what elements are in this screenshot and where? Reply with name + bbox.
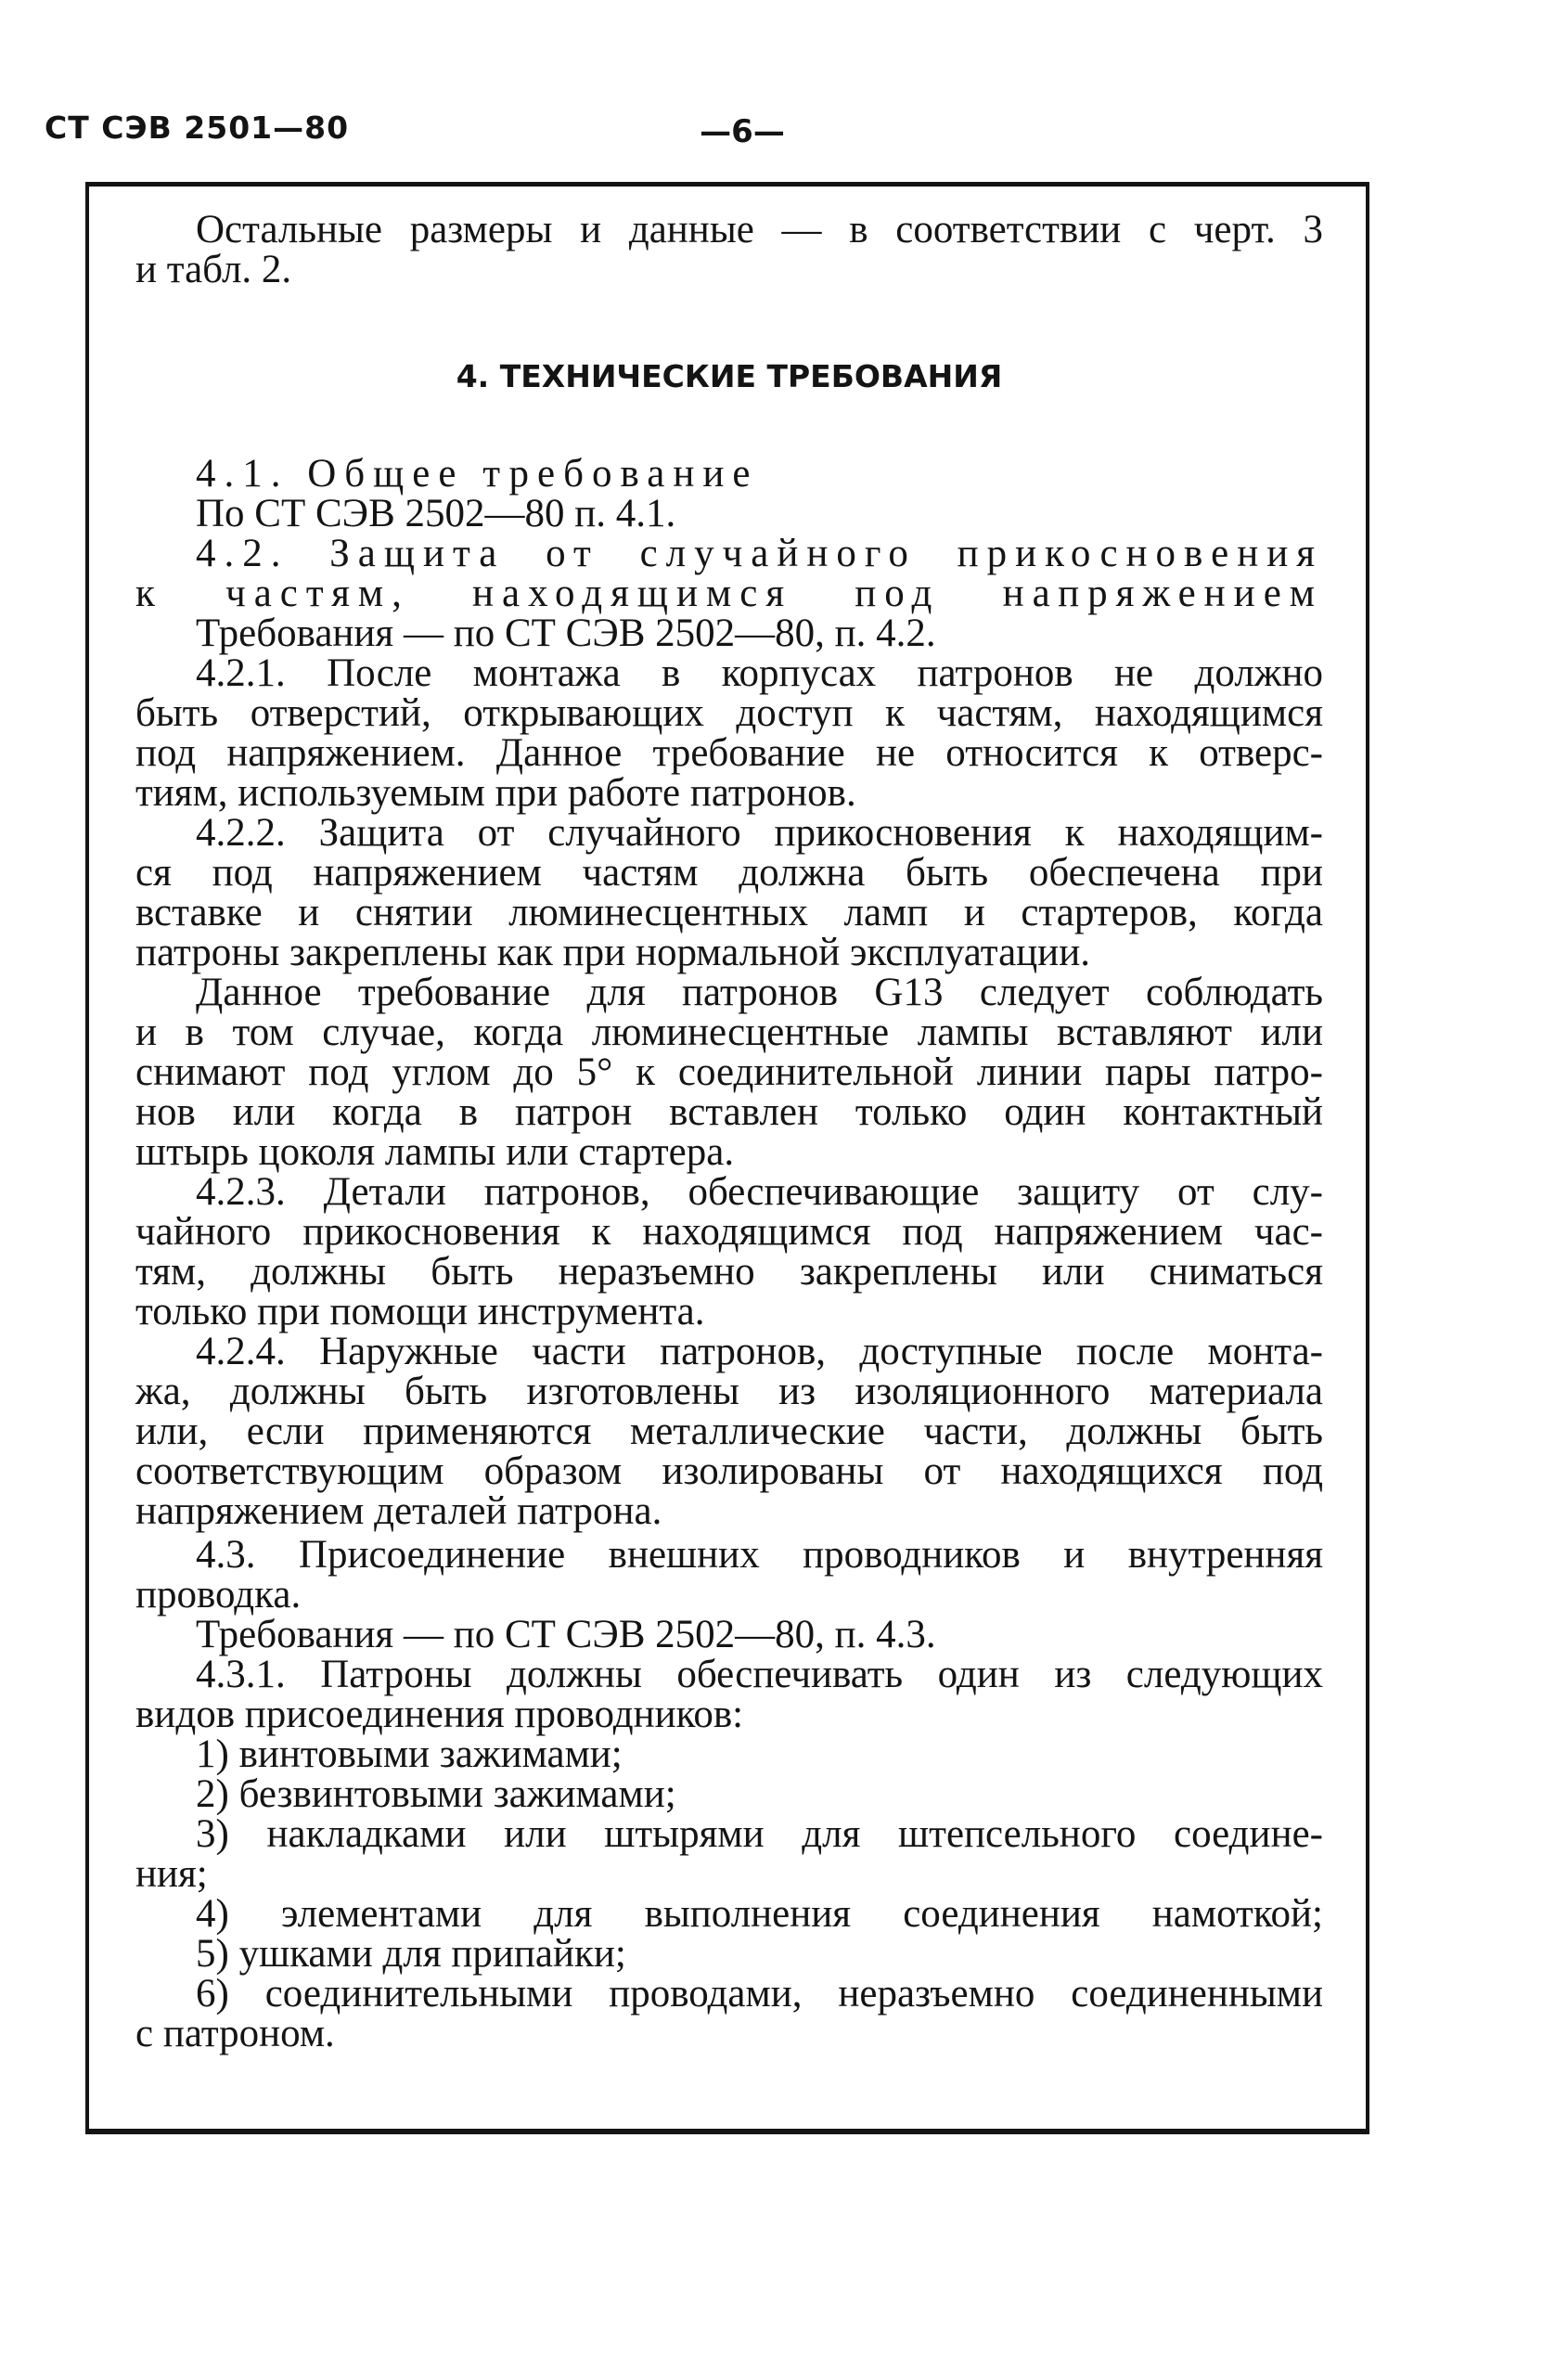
clause-4-2-1-line-2: быть отверстий, открывающих доступ к частям, находящимся	[135, 691, 1323, 735]
page-number: —6—	[700, 113, 785, 150]
clause-4-2-3-line-1: 4.2.3. Детали патронов, обеспечивающие защиту от слу-	[196, 1170, 1323, 1214]
clause-4-2-2-line-3: вставке и снятии люминесцентных ламп и стартеров, когда	[135, 891, 1323, 934]
clause-4-3-1-line-2: видов присоединения проводников:	[135, 1693, 744, 1736]
clause-4-2-text: Требования — по СТ СЭВ 2502—80, п. 4.2.	[196, 612, 936, 655]
clause-4-2-2-line-1: 4.2.2. Защита от случайного прикосновения к находящим-	[196, 811, 1323, 855]
clause-4-2-heading-2: к частям, находящимся под напряжением	[135, 572, 1323, 615]
list-item-6-line-1: 6) соединительными проводами, неразъемно соединенными	[196, 1972, 1323, 2016]
clause-4-3-text: Требования — по СТ СЭВ 2502—80, п. 4.3.	[196, 1613, 936, 1656]
clause-4-1-text: По СТ СЭВ 2502—80 п. 4.1.	[196, 492, 676, 535]
clause-4-2-2-line-6: и в том случае, когда люминесцентные лампы вставляют или	[135, 1011, 1323, 1054]
clause-4-2-1-line-3: под напряжением. Данное требование не относится к отверс-	[135, 731, 1323, 775]
clause-4-2-2-line-4: патроны закреплены как при нормальной эксплуатации.	[135, 931, 1090, 974]
clause-4-2-2-line-8: нов или когда в патрон вставлен только один контактный	[135, 1090, 1323, 1134]
clause-4-2-4-line-3: или, если применяются металлические части, должны быть	[135, 1410, 1323, 1453]
clause-4-2-2-line-2: ся под напряжением частям должна быть обеспечена при	[135, 851, 1323, 895]
clause-4-3-line-2: проводка.	[135, 1573, 302, 1616]
intro-line-1: Остальные размеры и данные — в соответствии с черт. 3	[196, 208, 1323, 251]
list-item-3-line-1: 3) накладками или штырями для штепсельного соедине-	[196, 1812, 1323, 1856]
clause-4-2-heading-1: 4.2. Защита от случайного прикосновения	[196, 532, 1323, 575]
list-item-4: 4) элементами для выполнения соединения намоткой;	[196, 1892, 1323, 1936]
intro-line-2: и табл. 2.	[135, 248, 292, 291]
document-body	[135, 210, 1323, 2054]
list-item-1: 1) винтовыми зажимами;	[196, 1732, 623, 1776]
clause-4-2-4-line-5: напряжением деталей патрона.	[135, 1489, 662, 1533]
clause-4-2-2-line-7: снимают под углом до 5° к соединительной линии пары патро-	[135, 1050, 1323, 1094]
document-code: СТ СЭВ 2501—80	[45, 109, 350, 146]
list-item-2: 2) безвинтовыми зажимами;	[196, 1772, 676, 1816]
clause-4-2-1-line-1: 4.2.1. После монтажа в корпусах патронов не должно	[196, 651, 1323, 695]
list-item-3-line-2: ния;	[135, 1852, 208, 1896]
clause-4-3-1-line-1: 4.3.1. Патроны должны обеспечивать один из следующих	[196, 1653, 1323, 1696]
clause-4-2-3-line-2: чайного прикосновения к находящимся под напряжением час-	[135, 1210, 1323, 1254]
clause-4-2-4-line-4: соответствующим образом изолированы от находящихся под	[135, 1449, 1323, 1493]
clause-4-3-line-1: 4.3. Присоединение внешних проводников и внутренняя	[196, 1533, 1323, 1577]
clause-4-2-4-line-1: 4.2.4. Наружные части патронов, доступные после монта-	[196, 1330, 1323, 1373]
clause-4-2-3-line-4: только при помощи инструмента.	[135, 1290, 705, 1333]
clause-4-2-2-line-9: штырь цоколя лампы или стартера.	[135, 1130, 735, 1174]
clause-4-2-3-line-3: тям, должны быть неразъемно закреплены или сниматься	[135, 1250, 1323, 1294]
clause-4-2-2-line-5: Данное требование для патронов G13 следует соблюдать	[196, 971, 1323, 1014]
list-item-5: 5) ушками для припайки;	[196, 1932, 626, 1976]
clause-4-2-1-line-4: тиям, используемым при работе патронов.	[135, 771, 856, 815]
section-title: 4. ТЕХНИЧЕСКИЕ ТРЕБОВАНИЯ	[456, 358, 1003, 394]
list-item-6-line-2: с патроном.	[135, 2012, 335, 2055]
clause-4-2-4-line-2: жа, должны быть изготовлены из изоляционного материала	[135, 1370, 1323, 1413]
clause-4-1-heading: 4.1. Общее требование	[196, 452, 759, 496]
